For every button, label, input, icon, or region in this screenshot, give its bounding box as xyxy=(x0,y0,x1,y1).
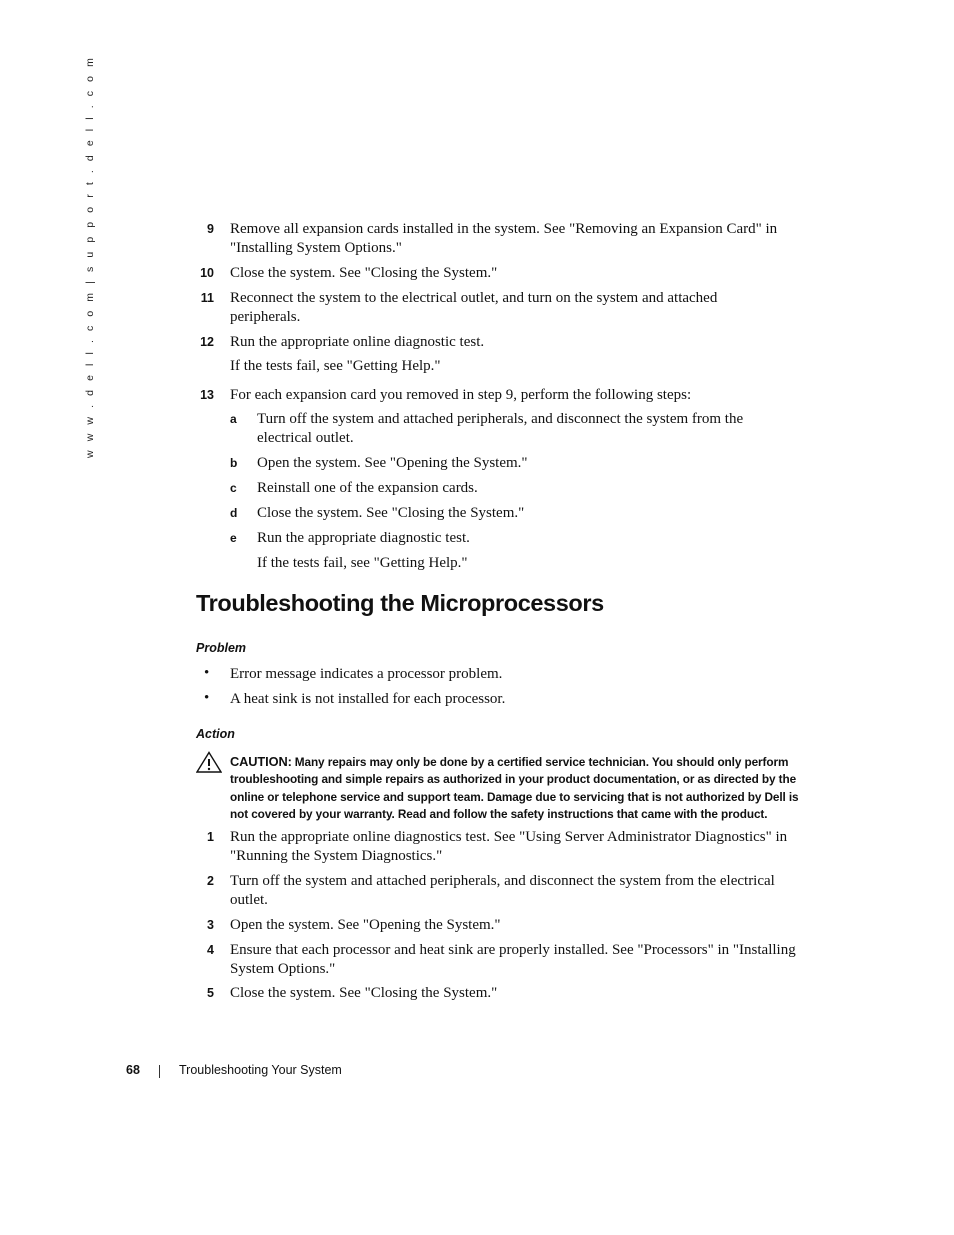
substep-text: Open the system. See "Opening the System." xyxy=(257,455,528,471)
footer-divider xyxy=(159,1065,160,1078)
bullet: • xyxy=(204,665,210,681)
substep-text: Run the appropriate diagnostic test. xyxy=(257,530,470,546)
step-number: 12 xyxy=(200,335,214,349)
substep-letter: e xyxy=(230,531,237,545)
substep-text: Turn off the system and attached peripherals, and disconnect the system from the electrical outlet. xyxy=(257,411,744,446)
step-text: Close the system. See "Closing the System." xyxy=(230,265,498,281)
step-text: Remove all expansion cards installed in the system. See "Removing an Expansion Card" in "Installing System Options." xyxy=(230,221,778,256)
page-number: 68 xyxy=(126,1063,140,1077)
step-number: 11 xyxy=(200,291,214,305)
action-step-text: Open the system. See "Opening the System." xyxy=(230,917,501,933)
sidebar-url: w w w . d e l l . c o m | s u p p o r t . d e l l . c o m xyxy=(84,55,96,458)
substep-text: Close the system. See "Closing the System." xyxy=(257,505,525,521)
step-number: 10 xyxy=(200,266,214,280)
section-heading: Troubleshooting the Microprocessors xyxy=(196,590,604,616)
bullet: • xyxy=(204,690,210,706)
caution-label: CAUTION: xyxy=(230,754,292,769)
action-step-text: Turn off the system and attached peripherals, and disconnect the system from the electrical outlet. xyxy=(230,873,775,908)
step-note: If the tests fail, see "Getting Help." xyxy=(230,358,441,374)
action-step-text: Ensure that each processor and heat sink are properly installed. See "Processors" in "Installing System Options." xyxy=(230,942,796,977)
step-text: For each expansion card you removed in step 9, perform the following steps: xyxy=(230,387,692,403)
substep-letter: b xyxy=(230,456,238,470)
substep-letter: a xyxy=(230,412,237,426)
action-step-text: Run the appropriate online diagnostics test. See "Using Server Administrator Diagnostics" in "Running the System Diagnostics." xyxy=(230,829,788,864)
step-text: Reconnect the system to the electrical outlet, and turn on the system and attached peripherals. xyxy=(230,290,718,325)
action-label: Action xyxy=(196,727,235,741)
action-step-text: Close the system. See "Closing the System." xyxy=(230,985,498,1001)
substep-text: Reinstall one of the expansion cards. xyxy=(257,480,478,496)
problem-item: A heat sink is not installed for each processor. xyxy=(230,691,506,707)
step-number: 9 xyxy=(207,222,214,236)
action-step-number: 1 xyxy=(207,830,214,844)
action-step-number: 3 xyxy=(207,918,214,932)
substep-note: If the tests fail, see "Getting Help." xyxy=(257,555,468,571)
problem-item: Error message indicates a processor problem. xyxy=(230,666,503,682)
substep-letter: c xyxy=(230,481,237,495)
caution-notice: CAUTION: Many repairs may only be done by a certified service technician. You should only perform troubleshooting and simple repairs as authorized in your product documentation, or as directed by the online or telephone service and support team. Damage due to servicing that is not authorized by Dell is not covered by your warranty. Read and follow the safety instructions that came with the product. xyxy=(230,754,799,821)
action-step-number: 4 xyxy=(207,943,214,957)
problem-label: Problem xyxy=(196,641,247,655)
action-step-number: 2 xyxy=(207,874,214,888)
chapter-title: Troubleshooting Your System xyxy=(179,1063,342,1077)
substep-letter: d xyxy=(230,506,238,520)
step-text: Run the appropriate online diagnostic test. xyxy=(230,334,485,350)
caution-triangle-icon xyxy=(196,751,222,773)
action-step-number: 5 xyxy=(207,986,214,1000)
step-number: 13 xyxy=(200,388,214,402)
